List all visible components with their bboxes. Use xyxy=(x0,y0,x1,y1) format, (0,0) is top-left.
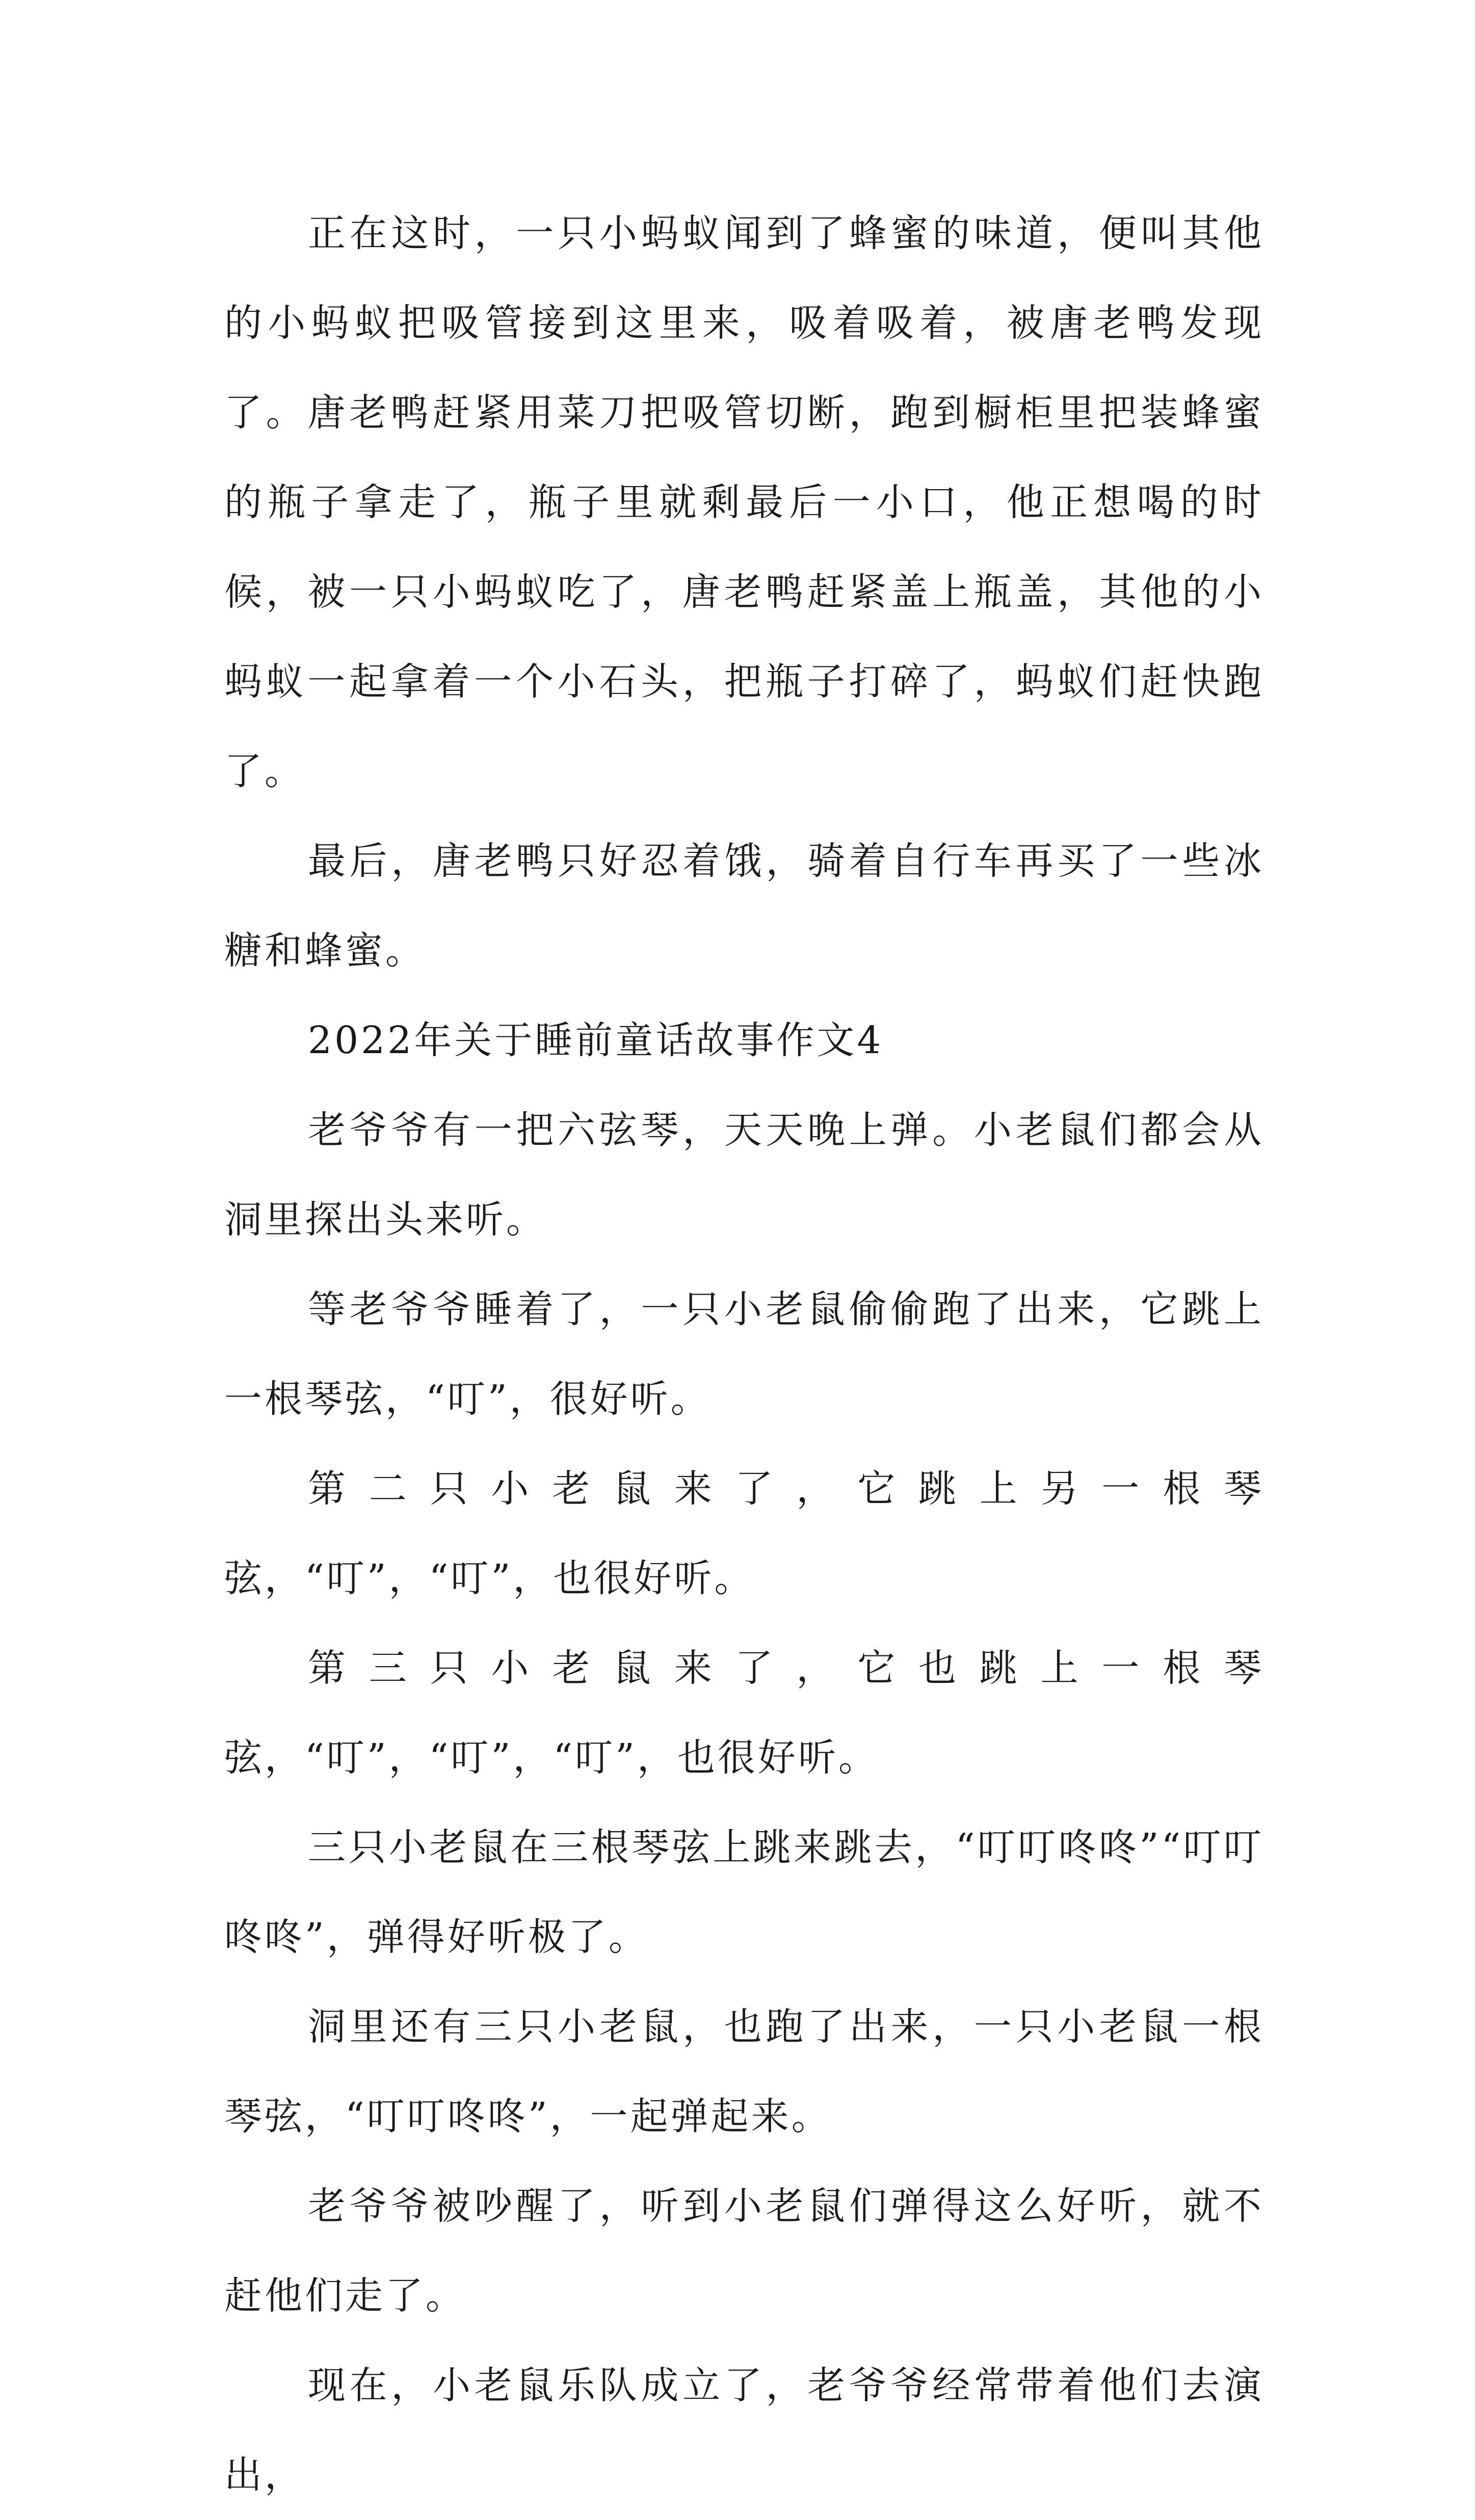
document-body xyxy=(224,189,1264,2520)
paragraph-grandpa-wakes: 老爷爷被吵醒了，听到小老鼠们弹得这么好听，就不赶他们走了。 xyxy=(224,2184,1264,2318)
section-heading: 2022年关于睡前童话故事作文4 xyxy=(308,1018,884,1062)
paragraph-second-mouse: 第二只小老鼠来了，它跳上另一根琴弦，“叮”，“叮”，也很好听。 xyxy=(224,1467,1264,1600)
paragraph-duck-buys-more: 最后，唐老鸭只好忍着饿，骑着自行车再买了一些冰糖和蜂蜜。 xyxy=(224,839,1264,973)
paragraph-third-mouse: 第三只小老鼠来了，它也跳上一根琴弦，“叮”，“叮”，“叮”，也很好听。 xyxy=(224,1646,1264,1780)
paragraph-mouse-band: 现在，小老鼠乐队成立了，老爷爷经常带着他们去演出， xyxy=(224,2364,1264,2497)
paragraph-grandpa-guitar: 老爷爷有一把六弦琴，天天晚上弹。小老鼠们都会从洞里探出头来听。 xyxy=(224,1108,1264,1242)
paragraph-first-mouse: 等老爷爷睡着了，一只小老鼠偷偷跑了出来，它跳上一根琴弦，“叮”，很好听。 xyxy=(224,1288,1264,1421)
paragraph-three-mice-play: 三只小老鼠在三根琴弦上跳来跳去，“叮叮咚咚”“叮叮咚咚”，弹得好听极了。 xyxy=(224,1826,1264,1959)
paragraph-more-mice: 洞里还有三只小老鼠，也跑了出来，一只小老鼠一根琴弦，“叮叮咚咚”，一起弹起来。 xyxy=(224,2005,1264,2138)
paragraph-ant-honey: 正在这时，一只小蚂蚁闻到了蜂蜜的味道，便叫其他的小蚂蚁把吸管接到这里来，吸着吸着，被唐老鸭发现了。唐老鸭赶紧用菜刀把吸管切断，跑到橱柜里把装蜂蜜的瓶子拿走了，瓶子里就剩最后一小口，他正想喝的时候，被一只小蚂蚁吃了，唐老鸭赶紧盖上瓶盖，其他的小蚂蚁一起拿着一个小石头，把瓶子打碎了，蚂蚁们赶快跑了。 xyxy=(224,211,1264,793)
